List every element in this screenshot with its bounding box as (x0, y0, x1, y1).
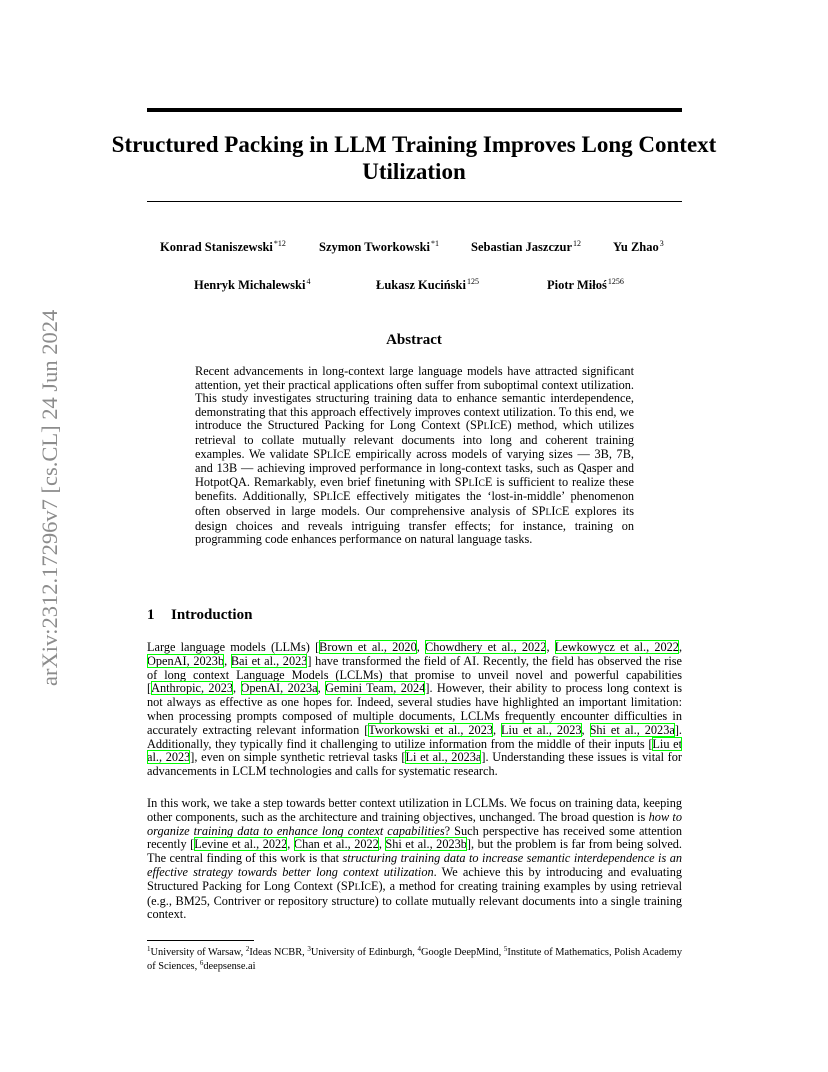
author-1: Konrad Staniszewski$^{*12}$ (160, 239, 286, 254)
citation-link[interactable]: Tworkowski et al., 2023 (368, 722, 493, 737)
citation-link[interactable]: Levine et al., 2022 (194, 837, 288, 852)
method-name: SPLICE (340, 878, 379, 893)
arxiv-identifier: arXiv:2312.17296v7 [cs.CL] 24 Jun 2024 (37, 309, 62, 686)
author-5: Henryk Michalewski$^4$ (194, 277, 311, 292)
citation-link[interactable]: Gemini Team, 2024 (325, 681, 426, 696)
citation-link[interactable]: Chan et al., 2022 (293, 837, 379, 852)
method-name: SPLICE (313, 446, 351, 461)
title-top-rule (147, 108, 682, 112)
author-6: Łukasz Kuciński$^{125}$ (376, 277, 479, 292)
citation-link[interactable]: Bai et al., 2023 (230, 653, 308, 668)
citation-link[interactable]: Li et al., 2023a (405, 750, 482, 765)
paper-title: Structured Packing in LLM Training Improves Long Context Utilization (111, 132, 717, 184)
method-name: SPLICE (531, 503, 570, 518)
author-4: Yu Zhao$^3$ (613, 239, 664, 254)
citation-link[interactable]: OpenAI, 2023a (240, 681, 318, 696)
title-bottom-rule (147, 201, 682, 202)
citation-link[interactable]: Brown et al., 2020 (319, 640, 417, 654)
abstract-heading: Abstract (386, 332, 442, 348)
citation-link[interactable]: Shi et al., 2023a (589, 722, 675, 737)
intro-paragraph-2: In this work, we take a step towards better context utilization in LCLMs. We focus on training data, keeping other components, such as the architecture and training objectives, unchanged. The broad question is how to organize training data to enhance long context capabilities? Such perspective has received some attention recently [Levine et al., 2022, Chan et al., 2022, Shi et al., 2023b], but the problem is far from being solved. The central finding of this work is that structuring training data to increase semantic interdependence is an effective strategy towards better long context utilization. We achieve this by introducing and evaluating Structured Packing for Long Context (SPLICE), a method for creating training examples by using retrieval (e.g., BM25, Contriver or repository structure) to collate mutually relevant documents into a single training context. (147, 796, 682, 922)
author-3: Sebastian Jaszczur$^{12}$ (471, 239, 582, 254)
method-name: SPLICE (469, 418, 508, 433)
citation-link[interactable]: Anthropic, 2023 (151, 681, 234, 696)
author-7: Piotr Miłoś$^{1256}$ (547, 277, 624, 292)
citation-link[interactable]: Liu et al., 2023 (501, 722, 582, 737)
citation-link[interactable]: Liu et al., 2023 (147, 736, 682, 765)
citation-link[interactable]: Lewkowycz et al., 2022 (554, 640, 679, 654)
citation-link[interactable]: Chowdhery et al., 2022 (425, 640, 547, 654)
method-name: SPLICE (454, 474, 493, 489)
affiliations-footnote: $^1$University of Warsaw, $^2$Ideas NCBR, $^3$University of Edinburgh, $^4$Google DeepMind, $^5$Institute of Mathematics, Polish Academy of Sciences, $^6$deepsense.ai (147, 945, 683, 972)
citation-link[interactable]: OpenAI, 2023b (147, 653, 225, 668)
intro-paragraph-1: Large language models (LLMs) [Brown et al., 2020, Chowdhery et al., 2022, Lewkowycz et al., 2022, OpenAI, 2023b, Bai et al., 2023] have transformed the field of AI. Recently, the field has observed the rise of long context Language Models (LCLMs) that promise to unveil novel and powerful capabilities [Anthropic, 2023, OpenAI, 2023a, Gemini Team, 2024]. However, their ability to process long context is not always as effective as one hopes for. Indeed, several studies have highlighted an important limitation: when processing prompts composed of multiple documents, LCLMs frequently encounter difficulties in accurately extracting relevant information [Tworkowski et al., 2023, Liu et al., 2023, Shi et al., 2023a]. Additionally, they typically find it challenging to utilize information from the middle of their inputs [Liu et al., 2023], even on simple synthetic retrieval tasks [Li et al., 2023a]. Understanding these issues is vital for advancements in LCLM technologies and calls for systematic research. (147, 640, 683, 779)
section-heading: 1 Introduction (147, 607, 253, 623)
abstract-text: Recent advancements in long-context large language models have attracted significant attention, yet their practical applications often suffer from suboptimal context utilization. This study investigates structuring training data to enhance semantic interdependence, demonstrating that this approach effectively improves context utilization. To this end, we introduce the Structured Packing for Long Context (SPLICE) method, which utilizes retrieval to collate mutually relevant documents into long and coherent training examples. We validate SPLICE empirically across models of varying sizes — 3B, 7B, and 13B — achieving improved performance in long-context tasks, such as Qasper and HotpotQA. Remarkably, even brief finetuning with SPLICE is sufficient to realize these benefits. Additionally, SPLICE effectively mitigates the ‘lost-in-middle’ phenomenon often observed in large models. Our comprehensive analysis of SPLICE explores its design choices and reveals intriguing transfer effects; for instance, training on programming code enhances performance on natural language tasks. (195, 364, 634, 547)
citation-link[interactable]: Shi et al., 2023b (385, 837, 467, 852)
author-2: Szymon Tworkowski$^{*1}$ (319, 239, 440, 254)
footnote-rule (147, 940, 254, 941)
method-name: SPLICE (312, 489, 351, 504)
